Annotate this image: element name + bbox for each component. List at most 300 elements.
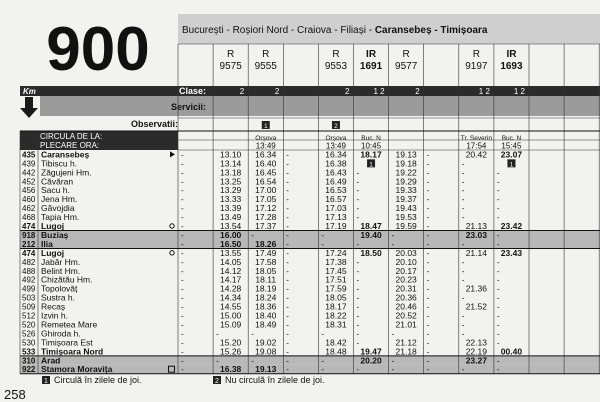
time-cell: 17.00 (255, 185, 277, 196)
no-stop-dash: - (286, 311, 289, 321)
station-km: 509 (22, 302, 36, 312)
no-stop-dash: - (356, 284, 360, 294)
time-cell: 20.36 (395, 292, 417, 303)
train-number: 9555 (254, 61, 277, 72)
no-stop-dash: - (391, 356, 395, 366)
time-cell: 16.43 (325, 167, 347, 178)
no-stop-dash: - (496, 356, 500, 366)
clase-value: 2 (274, 87, 280, 96)
time-cell: 17.51 (325, 274, 347, 285)
time-cell: 16.34 (255, 149, 277, 160)
time-cell: 14.17 (220, 274, 242, 285)
time-cell: 17.19 (325, 221, 347, 231)
no-stop-dash: - (216, 329, 219, 339)
time-cell: 20.20 (360, 355, 382, 366)
no-stop-dash: - (496, 302, 500, 312)
station-km: 456 (22, 186, 36, 196)
no-stop-dash: - (181, 239, 184, 249)
no-stop-dash: - (356, 266, 360, 276)
time-cell: 19.18 (395, 158, 417, 169)
no-stop-dash: - (356, 168, 360, 178)
station-km: 922 (22, 365, 36, 375)
station-name: Sacu h. (41, 185, 70, 196)
route-number: 900 (46, 15, 150, 84)
station-name: Ilia (41, 238, 53, 249)
no-stop-dash: - (461, 159, 465, 169)
no-stop-dash: - (426, 195, 430, 205)
time-cell: 17.58 (255, 256, 277, 267)
no-stop-dash: - (356, 311, 360, 321)
no-stop-dash: - (461, 320, 465, 330)
time-cell: 14.34 (220, 292, 242, 303)
time-cell: 18.19 (255, 283, 277, 294)
no-stop-dash: - (426, 284, 430, 294)
time-cell: 18.05 (325, 292, 347, 303)
time-cell: 16.00 (220, 229, 242, 240)
train-number: 9575 (219, 61, 242, 72)
no-stop-dash: - (356, 275, 360, 285)
station-name: Găvojdia (41, 203, 75, 214)
no-stop-dash: - (251, 230, 254, 240)
servicii-label: Servicii: (170, 102, 206, 112)
time-cell: 23.27 (465, 355, 487, 366)
station-km: 492 (22, 275, 36, 285)
no-stop-dash: - (181, 365, 184, 375)
train-number: 9553 (324, 61, 348, 72)
time-cell: 13.49 (220, 212, 242, 223)
no-stop-dash: - (356, 320, 360, 330)
time-cell: 17.45 (325, 265, 347, 276)
no-stop-dash: - (496, 168, 500, 178)
time-cell: 18.31 (325, 319, 347, 330)
time-cell: 19.53 (395, 212, 417, 223)
km-label: Km (23, 87, 36, 96)
time-cell: 13.18 (220, 167, 242, 178)
station-km: 488 (22, 266, 36, 276)
no-stop-dash: - (181, 150, 184, 160)
station-name: Lugoj (41, 247, 65, 258)
time-cell: 21.52 (465, 301, 487, 312)
time-cell: 20.17 (395, 265, 417, 276)
shaded-row-bg (20, 231, 600, 240)
origin-time: 17:54 (466, 141, 487, 151)
observatii-mark: 1 (263, 123, 268, 130)
time-cell: 17.38 (325, 256, 347, 267)
station-km: 503 (22, 293, 36, 303)
time-cell: 20.46 (395, 301, 417, 312)
no-stop-dash: - (286, 347, 289, 357)
time-cell: 19.22 (395, 167, 417, 178)
no-stop-dash: - (496, 284, 500, 294)
no-stop-dash: - (426, 239, 430, 249)
time-cell: 18.26 (255, 238, 277, 249)
time-cell: 23.03 (465, 229, 487, 240)
no-stop-dash: - (356, 186, 360, 196)
no-stop-dash: - (426, 204, 430, 214)
no-stop-dash: - (496, 275, 500, 285)
no-stop-dash: - (286, 239, 289, 249)
no-stop-dash: - (181, 329, 184, 339)
time-cell: 21.14 (465, 247, 487, 258)
no-stop-dash: - (286, 195, 289, 205)
no-stop-dash: - (181, 284, 184, 294)
time-cell: 20.03 (395, 247, 417, 258)
no-stop-dash: - (286, 186, 289, 196)
clase-value: 1 2 (478, 87, 490, 96)
no-stop-dash: - (426, 257, 430, 267)
no-stop-dash: - (286, 150, 289, 160)
no-stop-dash: - (426, 168, 430, 178)
no-stop-dash: - (286, 320, 289, 330)
no-stop-dash: - (286, 213, 289, 223)
no-stop-dash: - (426, 266, 430, 276)
station-km: 474 (22, 248, 36, 258)
no-stop-dash: - (461, 275, 465, 285)
time-cell: 18.36 (255, 301, 277, 312)
time-cell: 16.57 (325, 194, 347, 205)
time-cell: 17.24 (325, 247, 347, 258)
station-name: Remetea Mare (41, 319, 98, 330)
train-number: 9197 (465, 61, 488, 72)
time-cell: 17.49 (255, 247, 277, 258)
station-name: Caransebeș (41, 149, 90, 160)
no-stop-dash: - (426, 275, 430, 285)
clase-value: 2 (239, 87, 245, 96)
no-stop-dash: - (496, 230, 500, 240)
no-stop-dash: - (251, 329, 254, 339)
no-stop-dash: - (286, 338, 289, 348)
page-number: 258 (4, 387, 26, 402)
time-cell: 18.48 (325, 346, 347, 357)
time-cell: 20.10 (395, 256, 417, 267)
clase-value: 2 (415, 87, 420, 96)
time-cell: 18.17 (325, 301, 347, 312)
no-stop-dash: - (181, 293, 184, 303)
time-cell: 23.43 (500, 247, 523, 258)
time-cell: 19.08 (255, 346, 277, 357)
time-cell: 18.17 (360, 149, 382, 160)
no-stop-dash: - (461, 311, 465, 321)
no-stop-dash: - (356, 329, 360, 339)
train-category: R (472, 49, 480, 60)
time-cell: 21.18 (395, 346, 417, 357)
no-stop-dash: - (496, 266, 500, 276)
station-name: Ghiroda h. (41, 328, 81, 339)
no-stop-dash: - (181, 213, 184, 223)
time-cell: 15.00 (220, 310, 242, 321)
no-stop-dash: - (426, 311, 430, 321)
origin-time: 13:49 (255, 141, 276, 151)
no-stop-dash: - (356, 195, 360, 205)
no-stop-dash: - (461, 186, 465, 196)
no-stop-dash: - (181, 347, 184, 357)
station-name: Belint Hm. (41, 265, 81, 276)
no-stop-dash: - (426, 356, 430, 366)
station-name: Jabăr Hm. (41, 256, 81, 267)
time-cell: 21.01 (395, 319, 417, 330)
time-cell: 18.05 (255, 265, 277, 276)
footnote-1 (42, 375, 142, 385)
no-stop-dash: - (356, 204, 360, 214)
no-stop-dash: - (251, 356, 254, 366)
train-category: IR (366, 49, 377, 60)
footnote-ref-mark: 1 (509, 161, 514, 169)
station-name: Lugoj (41, 221, 65, 231)
no-stop-dash: - (356, 213, 360, 223)
no-stop-dash: - (426, 365, 430, 375)
station-km: 533 (22, 347, 36, 357)
time-cell: 14.05 (220, 256, 242, 267)
clase-value: 2 (345, 87, 350, 96)
time-cell: 18.50 (360, 247, 382, 258)
clase-value: 1 2 (373, 87, 385, 96)
time-cell: 19.43 (395, 203, 417, 214)
time-cell: 16.45 (255, 167, 277, 178)
time-cell: 17.28 (255, 212, 277, 223)
time-cell: 16.53 (325, 185, 347, 196)
station-km: 452 (22, 177, 36, 187)
no-stop-dash: - (181, 177, 184, 187)
time-cell: 19.59 (395, 221, 417, 231)
time-cell: 18.42 (325, 337, 347, 348)
time-cell: 20.52 (395, 310, 417, 321)
time-cell: 22.19 (465, 346, 487, 357)
station-name: Timișoara Nord (41, 346, 104, 357)
no-stop-dash: - (356, 365, 360, 375)
no-stop-dash: - (391, 329, 395, 339)
origin-station: Orșova (325, 135, 347, 142)
no-stop-dash: - (181, 159, 184, 169)
time-cell: 13.25 (220, 176, 242, 187)
no-stop-dash: - (216, 356, 219, 366)
no-stop-dash: - (181, 320, 184, 330)
station-name: Arad (41, 355, 61, 366)
no-stop-dash: - (496, 195, 500, 205)
time-cell: 17.12 (255, 203, 277, 214)
station-km: 439 (22, 159, 36, 169)
station-name: Jena Hm. (41, 194, 78, 205)
servicii-bar (40, 96, 600, 116)
station-name: Tapia Hm. (41, 212, 80, 223)
station-km: 526 (22, 329, 36, 339)
time-cell: 16.49 (325, 176, 347, 187)
no-stop-dash: - (181, 311, 184, 321)
no-stop-dash: - (286, 293, 289, 303)
station-name: Recaș (41, 301, 66, 312)
station-km: 212 (22, 239, 36, 249)
no-stop-dash: - (496, 311, 500, 321)
time-cell: 14.55 (220, 301, 242, 312)
no-stop-dash: - (496, 293, 500, 303)
no-stop-dash: - (286, 159, 289, 169)
no-stop-dash: - (286, 168, 289, 178)
no-stop-dash: - (461, 257, 465, 267)
footnote-ref-mark: 1 (369, 161, 373, 169)
time-cell: 18.49 (255, 319, 277, 330)
circula-label: CIRCULA DE LA: (40, 132, 103, 141)
time-cell: 19.02 (255, 337, 277, 348)
route-header: București - Roșiori Nord - Craiova - Filiași - Caransebeș - Timișoara (182, 25, 488, 36)
no-stop-dash: - (391, 239, 395, 249)
station-name: Căvăran (41, 176, 74, 187)
no-stop-dash: - (181, 204, 184, 214)
no-stop-dash: - (181, 338, 184, 348)
no-stop-dash: - (496, 239, 500, 249)
origin-station: Buc. N (361, 135, 381, 142)
time-cell: 23.42 (500, 221, 523, 231)
station-km: 460 (22, 195, 36, 205)
no-stop-dash: - (181, 356, 184, 366)
time-cell: 17.03 (325, 203, 347, 214)
train-number: 1691 (359, 61, 383, 72)
no-stop-dash: - (286, 284, 289, 294)
origin-time: 15:45 (501, 141, 522, 151)
no-stop-dash: - (356, 338, 360, 348)
time-cell: 19.13 (255, 364, 277, 375)
no-stop-dash: - (461, 168, 465, 178)
time-cell: 19.47 (360, 346, 382, 357)
time-cell: 13.55 (220, 247, 242, 258)
station-name: Sustra h. (41, 292, 76, 303)
time-cell: 13.10 (220, 149, 242, 160)
no-stop-dash: - (181, 222, 184, 231)
footnote-1-mark: 1 (44, 378, 48, 385)
time-cell: 13.29 (220, 185, 242, 196)
no-stop-dash: - (496, 186, 500, 196)
time-cell: 15.20 (220, 337, 242, 348)
time-cell: 16.38 (325, 158, 347, 169)
time-cell: 13.54 (220, 221, 242, 231)
no-stop-dash: - (496, 365, 500, 375)
no-stop-dash: - (286, 302, 289, 312)
train-category: R (402, 49, 410, 60)
origin-time: 13:49 (325, 141, 346, 151)
no-stop-dash: - (356, 177, 360, 187)
no-stop-dash: - (286, 365, 289, 375)
no-stop-dash: - (356, 257, 360, 267)
train-number: 9577 (395, 61, 418, 72)
plecare-label: PLECARE ORA: (40, 141, 100, 150)
no-stop-dash: - (286, 356, 289, 366)
time-cell: 20.31 (395, 283, 417, 294)
time-cell: 18.47 (360, 221, 382, 231)
time-cell: 16.40 (255, 158, 277, 169)
footnote-2 (213, 375, 325, 385)
time-cell: 15.26 (220, 346, 242, 357)
no-stop-dash: - (321, 356, 325, 366)
no-stop-dash: - (181, 195, 184, 205)
station-name: Zăgujeni Hm. (41, 167, 92, 178)
origin-time: 10:45 (361, 141, 382, 151)
time-cell: 18.22 (325, 310, 347, 321)
no-stop-dash: - (461, 293, 465, 303)
time-cell: 19.33 (395, 185, 417, 196)
time-cell: 13.33 (220, 194, 242, 205)
no-stop-dash: - (181, 302, 184, 312)
time-cell: 19.13 (395, 149, 417, 160)
no-stop-dash: - (286, 257, 289, 267)
no-stop-dash: - (181, 230, 184, 240)
station-name: Timișoara Est (41, 337, 93, 348)
clase-label: Clase: (178, 86, 206, 96)
no-stop-dash: - (461, 239, 465, 249)
no-stop-dash: - (496, 177, 500, 187)
station-name: Topolovăț (41, 283, 78, 294)
time-cell: 20.42 (465, 149, 487, 160)
no-stop-dash: - (181, 186, 184, 196)
station-km: 512 (22, 311, 36, 321)
time-cell: 20.23 (395, 274, 417, 285)
no-stop-dash: - (321, 365, 325, 375)
no-stop-dash: - (426, 293, 430, 303)
station-km: 482 (22, 257, 36, 267)
no-stop-dash: - (286, 266, 289, 276)
clase-value: 1 2 (513, 87, 525, 96)
no-stop-dash: - (426, 329, 430, 339)
station-km: 499 (22, 284, 36, 294)
time-cell: 19.29 (395, 176, 417, 187)
no-stop-dash: - (321, 329, 325, 339)
train-category: IR (506, 49, 517, 60)
footnote-2-text: Nu circulă în zilele de joi. (225, 375, 325, 385)
time-cell: 18.24 (255, 292, 277, 303)
no-stop-dash: - (461, 213, 465, 223)
no-stop-dash: - (181, 168, 184, 178)
time-cell: 16.34 (325, 149, 347, 160)
no-stop-dash: - (461, 177, 465, 187)
station-name: Stamora Moravița (41, 364, 113, 375)
no-stop-dash: - (496, 213, 500, 223)
train-category: R (262, 49, 270, 60)
train-category: R (332, 49, 340, 60)
no-stop-dash: - (461, 365, 465, 375)
observatii-mark: 2 (334, 123, 338, 130)
no-stop-dash: - (461, 266, 465, 276)
no-stop-dash: - (496, 320, 500, 330)
time-cell: 13.39 (220, 203, 242, 214)
origin-station: Buc. N (501, 135, 522, 142)
no-stop-dash: - (286, 204, 289, 214)
train-category: R (227, 49, 235, 60)
no-stop-dash: - (496, 338, 500, 348)
time-cell: 21.13 (465, 221, 487, 231)
origin-station: Orșova (255, 135, 277, 142)
station-km: 435 (22, 150, 36, 160)
time-cell: 17.13 (325, 212, 347, 223)
no-stop-dash: - (496, 257, 500, 267)
time-cell: 16.54 (255, 176, 277, 187)
no-stop-dash: - (461, 195, 465, 205)
no-stop-dash: - (426, 230, 430, 240)
station-name: Chizătău Hm. (41, 274, 93, 285)
station-km: 474 (22, 222, 36, 231)
no-stop-dash: - (321, 239, 325, 249)
time-cell: 16.50 (220, 238, 242, 249)
no-stop-dash: - (286, 248, 289, 258)
time-cell: 21.12 (395, 337, 417, 348)
no-stop-dash: - (426, 186, 430, 196)
no-stop-dash: - (461, 329, 465, 339)
time-cell: 14.12 (220, 265, 242, 276)
time-cell: 00.40 (500, 346, 523, 357)
no-stop-dash: - (391, 230, 395, 240)
no-stop-dash: - (426, 159, 430, 169)
station-km: 520 (22, 320, 36, 330)
no-stop-dash: - (356, 302, 360, 312)
no-stop-dash: - (286, 275, 289, 285)
time-cell: 13.14 (220, 158, 242, 169)
time-cell: 19.40 (360, 229, 382, 240)
